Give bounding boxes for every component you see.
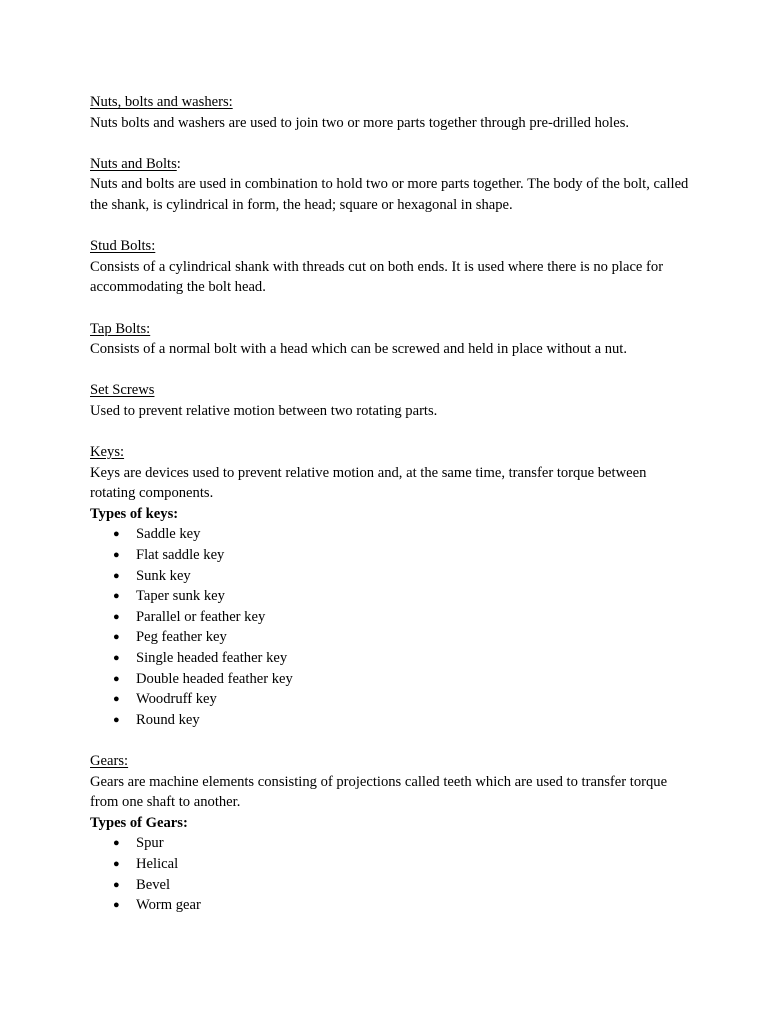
list-item-text: Spur (136, 835, 164, 852)
list-item-text: Helical (136, 855, 179, 872)
heading-text: Nuts, bolts and washers: (90, 94, 233, 110)
section-body: Nuts and bolts are used in combination to hold two or more parts together. The body of the bolt, called the shank, is cylindrical in form, the head; square or hexagonal in shape. (90, 176, 689, 213)
list-item (90, 586, 690, 607)
section-keys (90, 442, 690, 730)
heading-text: Stud Bolts: (90, 238, 156, 255)
heading-text: Gears: (90, 753, 129, 769)
bullet-icon: ● (113, 610, 120, 623)
list-item (90, 710, 690, 731)
section-heading (90, 154, 690, 175)
list-item (90, 566, 690, 587)
section-nuts-and-bolts (90, 154, 690, 216)
bullet-icon: ● (113, 631, 120, 644)
list-item (90, 648, 690, 669)
document-page (90, 92, 690, 936)
heading-text: Nuts and Bolts (90, 155, 177, 172)
heading-suffix: : (176, 155, 181, 172)
list-item (90, 854, 690, 875)
section-gears (90, 751, 690, 916)
list-item (90, 833, 690, 854)
section-stud-bolts (90, 236, 690, 298)
list-item (90, 875, 690, 896)
bullet-icon: ● (113, 857, 120, 870)
list-item (90, 669, 690, 690)
bullet-icon: ● (113, 713, 120, 726)
bullet-icon: ● (113, 549, 120, 562)
list-item-text: Sunk key (136, 567, 191, 584)
list-item (90, 627, 690, 648)
section-heading (90, 751, 690, 772)
section-body: Consists of a normal bolt with a head which can be screwed and held in place without a nut. (90, 341, 627, 358)
section-heading (90, 236, 690, 257)
section-heading (90, 380, 690, 401)
list-item-text: Woodruff key (136, 691, 217, 708)
bullet-icon: ● (113, 837, 120, 850)
heading-text: Keys: (90, 444, 125, 461)
section-heading (90, 442, 690, 463)
heading-text: Tap Bolts: (90, 320, 151, 337)
heading-text: Set Screws (90, 382, 155, 399)
section-tap-bolts (90, 319, 690, 360)
bullet-icon: ● (113, 878, 120, 891)
list-item-text: Bevel (136, 876, 171, 893)
section-set-screws (90, 380, 690, 421)
keys-list (90, 524, 690, 730)
bullet-icon: ● (113, 899, 120, 912)
list-item (90, 607, 690, 628)
list-item-text: Taper sunk key (136, 588, 225, 605)
section-heading (90, 92, 690, 113)
bullet-icon: ● (113, 652, 120, 665)
section-body: Nuts bolts and washers are used to join two or more parts together through pre-drilled holes. (90, 114, 630, 131)
types-of-gears-label: Types of Gears: (90, 814, 188, 831)
section-body: Used to prevent relative motion between two rotating parts. (90, 402, 438, 419)
list-item (90, 545, 690, 566)
section-heading (90, 319, 690, 340)
types-of-keys-label: Types of keys: (90, 505, 179, 522)
gears-list (90, 833, 690, 915)
section-body: Consists of a cylindrical shank with threads cut on both ends. It is used where there is no place for accommodating the bolt head. (90, 258, 664, 296)
bullet-icon: ● (113, 590, 120, 603)
section-body: Gears are machine elements consisting of projections called teeth which are used to transfer torque from one shaft to another. (90, 773, 668, 811)
bullet-icon: ● (113, 528, 120, 541)
list-item-text: Parallel or feather key (136, 608, 266, 625)
list-item (90, 524, 690, 545)
list-item (90, 895, 690, 916)
list-item-text: Round key (136, 711, 200, 728)
list-item-text: Flat saddle key (136, 547, 225, 564)
list-item (90, 689, 690, 710)
list-item-text: Worm gear (136, 897, 201, 914)
section-nuts-bolts-washers (90, 92, 690, 133)
list-item-text: Peg feather key (136, 629, 227, 646)
list-item-text: Double headed feather key (136, 670, 293, 687)
bullet-icon: ● (113, 569, 120, 582)
list-item-text: Single headed feather key (136, 650, 288, 667)
list-item-text: Saddle key (136, 526, 201, 543)
bullet-icon: ● (113, 693, 120, 706)
section-body: Keys are devices used to prevent relative motion and, at the same time, transfer torque between rotating components. (90, 464, 647, 502)
bullet-icon: ● (113, 672, 120, 685)
